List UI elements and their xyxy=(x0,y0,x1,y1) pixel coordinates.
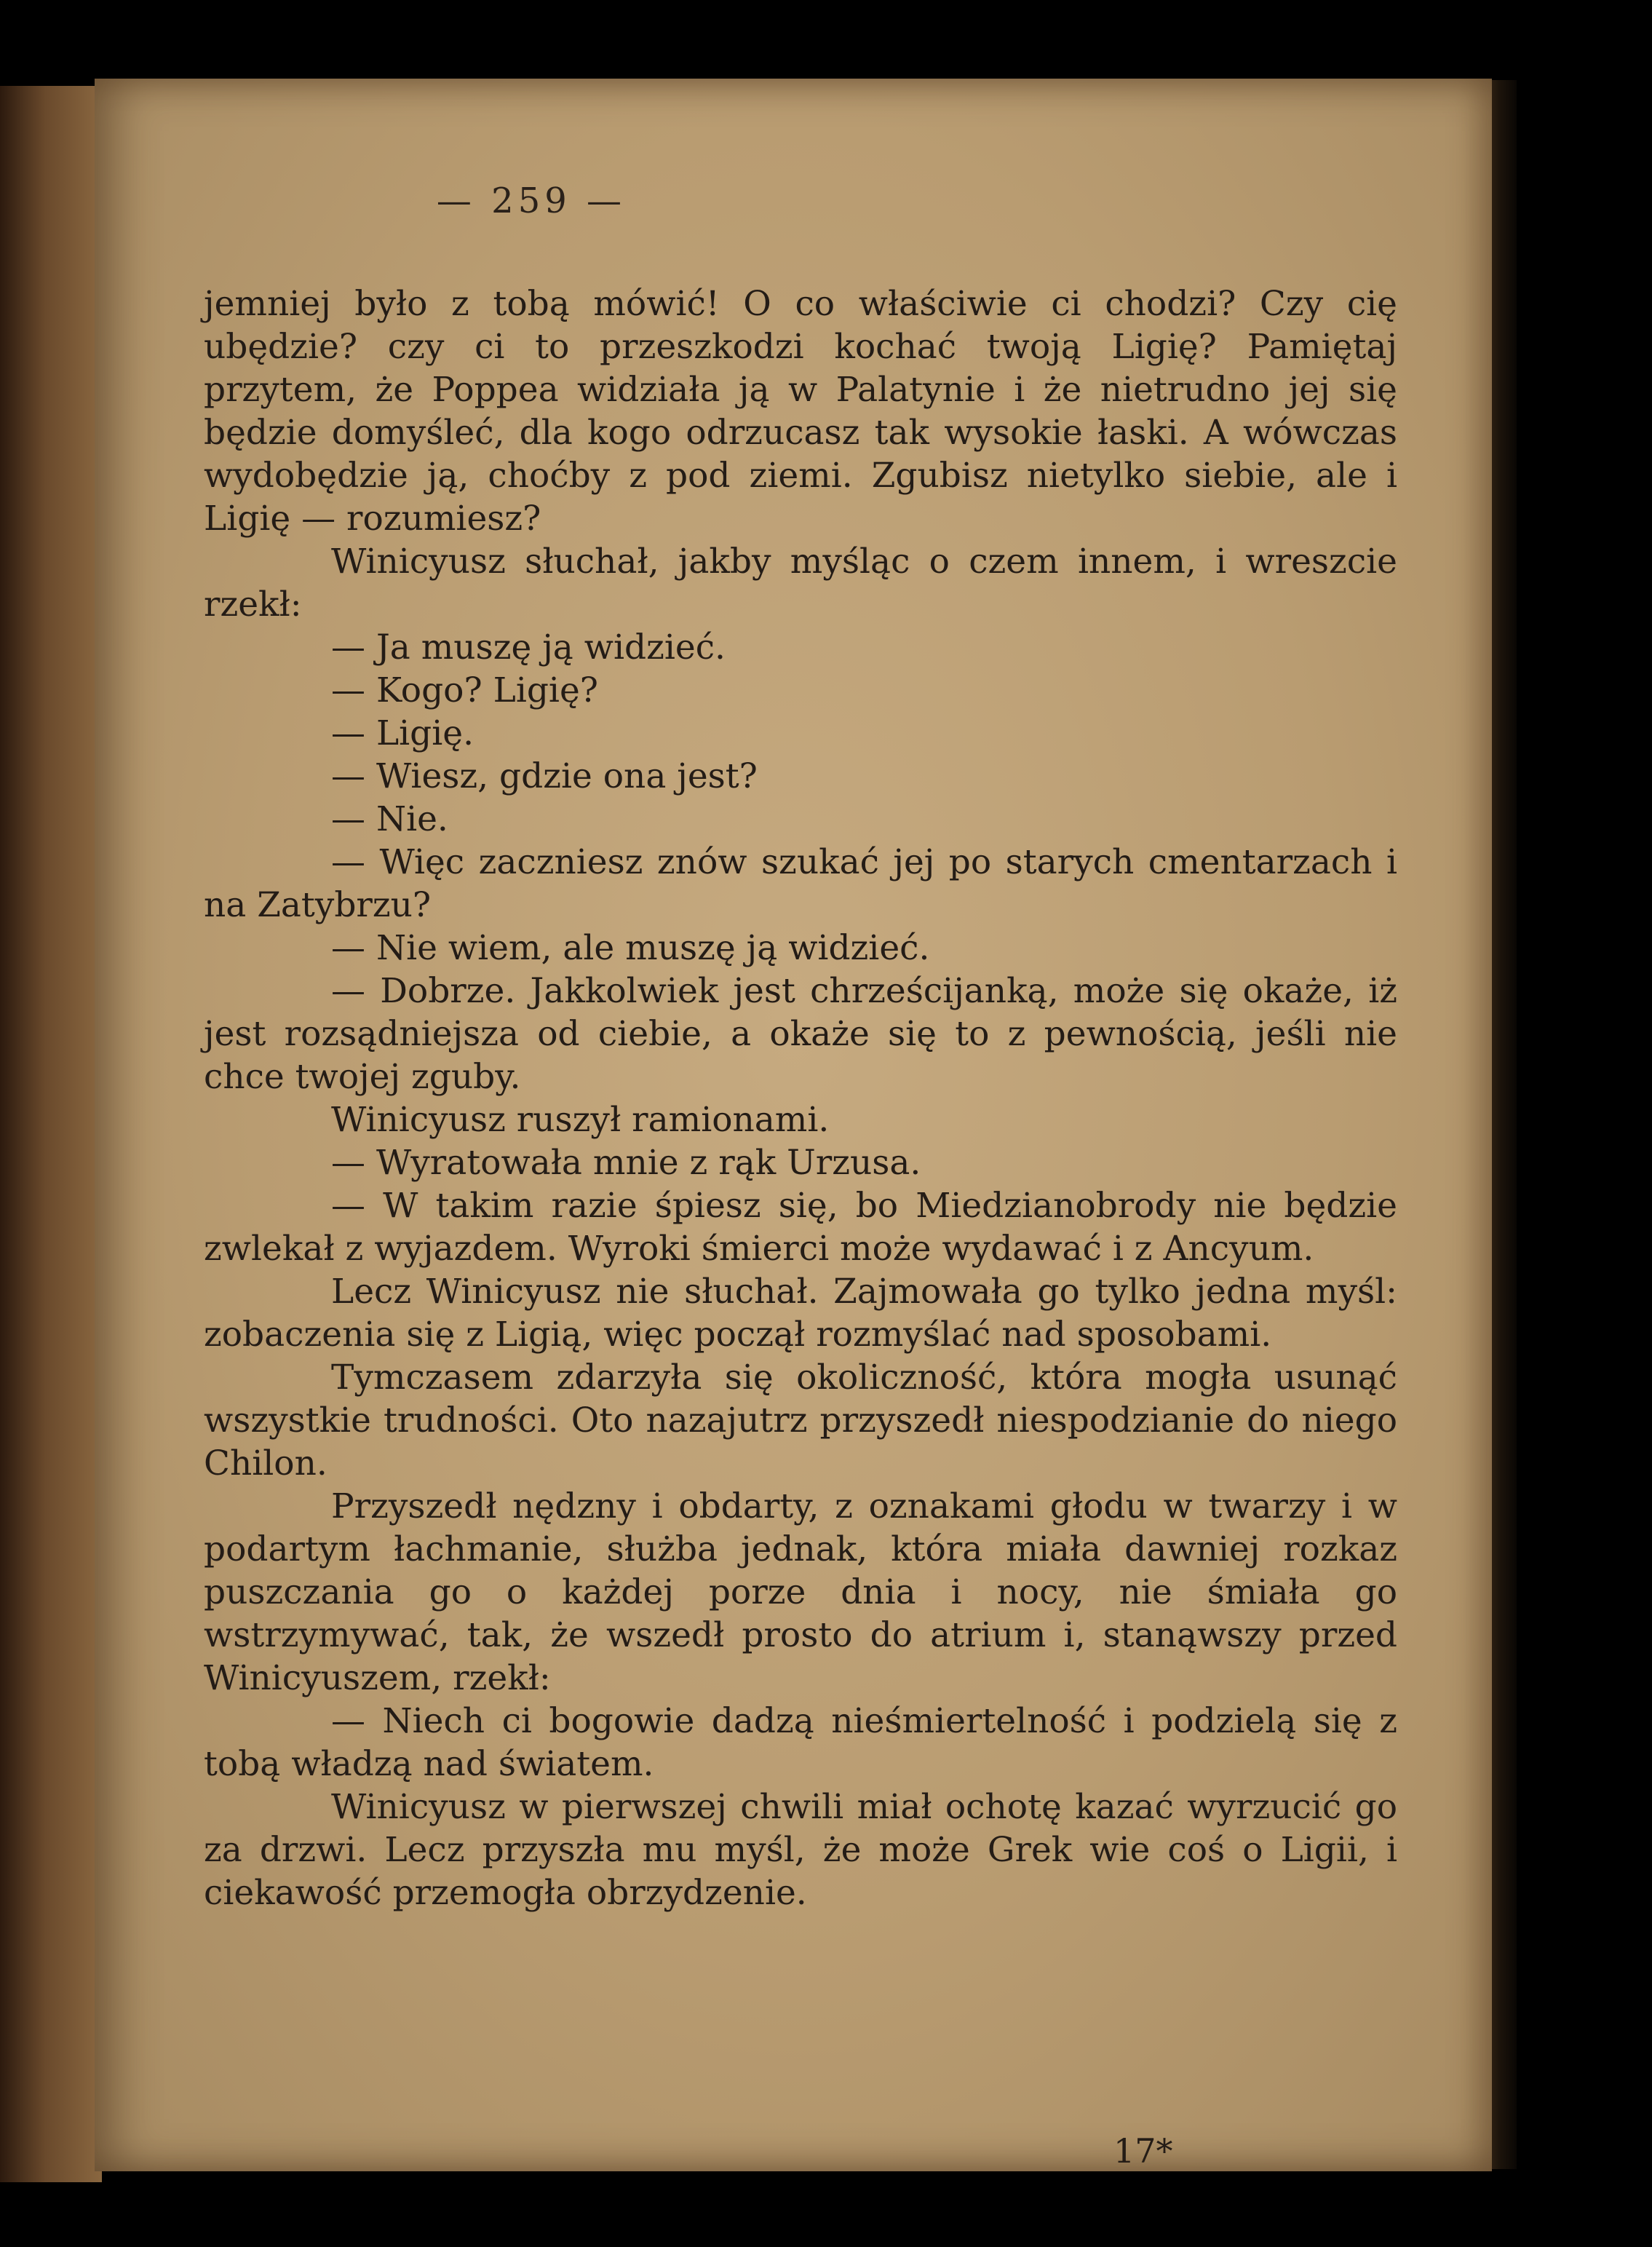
dialogue-line: — Wyratowała mnie z rąk Urzusa. xyxy=(331,1143,921,1183)
paragraph: Tymczasem zdarzyła się okoliczność, która mogła usunąć wszystkie trudności. Oto nazajutrz przyszedł niespodzianie do niego Chilon. xyxy=(204,1358,1397,1483)
dialogue-line: — Wiesz, gdzie ona jest? xyxy=(331,756,758,796)
paragraph: Lecz Winicyusz nie słuchał. Zajmowała go tylko jedna myśl: zobaczenia się z Ligią, więc począł rozmyślać nad sposobami. xyxy=(204,1272,1397,1355)
dialogue-line: — Dobrze. Jakkolwiek jest chrześcijanką, może się okaże, iż jest rozsądniejsza od ciebie, a okaże się to z pewnością, jeśli nie chce twojej zguby. xyxy=(204,971,1397,1097)
dialogue-line: — Nie. xyxy=(331,799,448,839)
dialogue-line: — Ja muszę ją widzieć. xyxy=(331,627,726,667)
signature-mark: 17* xyxy=(1113,2131,1173,2171)
dialogue-line: — Nie wiem, ale muszę ją widzieć. xyxy=(331,928,930,968)
paragraph: jemniej było z tobą mówić! O co właściwie ci chodzi? Czy cię ubędzie? czy ci to przeszkodzi kochać twoją Ligię? Pamiętaj przytem, że Poppea widziała ją w Palatynie i że nietrudno jej się będzie domyśleć, dla kogo odrzucasz tak wysokie łaski. A wówczas wydobędzie ją, choćby z pod ziemi. Zgubisz nietylko siebie, ale i Ligię — rozumiesz? xyxy=(204,284,1397,539)
paragraph: Winicyusz słuchał, jakby myśląc o czem innem, i wreszcie rzekł: xyxy=(204,542,1397,625)
book-left-edge xyxy=(0,86,102,2182)
dialogue-line: — W takim razie śpiesz się, bo Miedzianobrody nie będzie zwlekał z wyjazdem. Wyroki śmierci może wydawać i z Ancyum. xyxy=(204,1186,1397,1269)
paragraph: Winicyusz ruszył ramionami. xyxy=(331,1100,830,1140)
dialogue-line: — Niech ci bogowie dadzą nieśmiertelność i podzielą się z tobą władzą nad światem. xyxy=(204,1701,1397,1784)
dialogue-line: — Więc zaczniesz znów szukać jej po starych cmentarzach i na Zatybrzu? xyxy=(204,842,1397,925)
dialogue-line: — Kogo? Ligię? xyxy=(331,670,598,710)
page-number: — 259 — xyxy=(436,181,627,221)
dialogue-line: — Ligię. xyxy=(331,713,474,753)
paragraph: Przyszedł nędzny i obdarty, z oznakami głodu w twarzy i w podartym łachmanie, służba jednak, która miała dawniej rozkaz puszczania go o każdej porze dnia i nocy, nie śmiała go wstrzymywać, tak, że wszedł prosto do atrium i, stanąwszy przed Winicyuszem, rzekł: xyxy=(204,1486,1397,1698)
paragraph: Winicyusz w pierwszej chwili miał ochotę kazać wyrzucić go za drzwi. Lecz przyszła mu myśl, że może Grek wie coś o Ligii, i ciekawość przemogła obrzydzenie. xyxy=(204,1787,1397,1913)
book-page xyxy=(95,79,1492,2171)
page-text xyxy=(204,282,1397,1914)
